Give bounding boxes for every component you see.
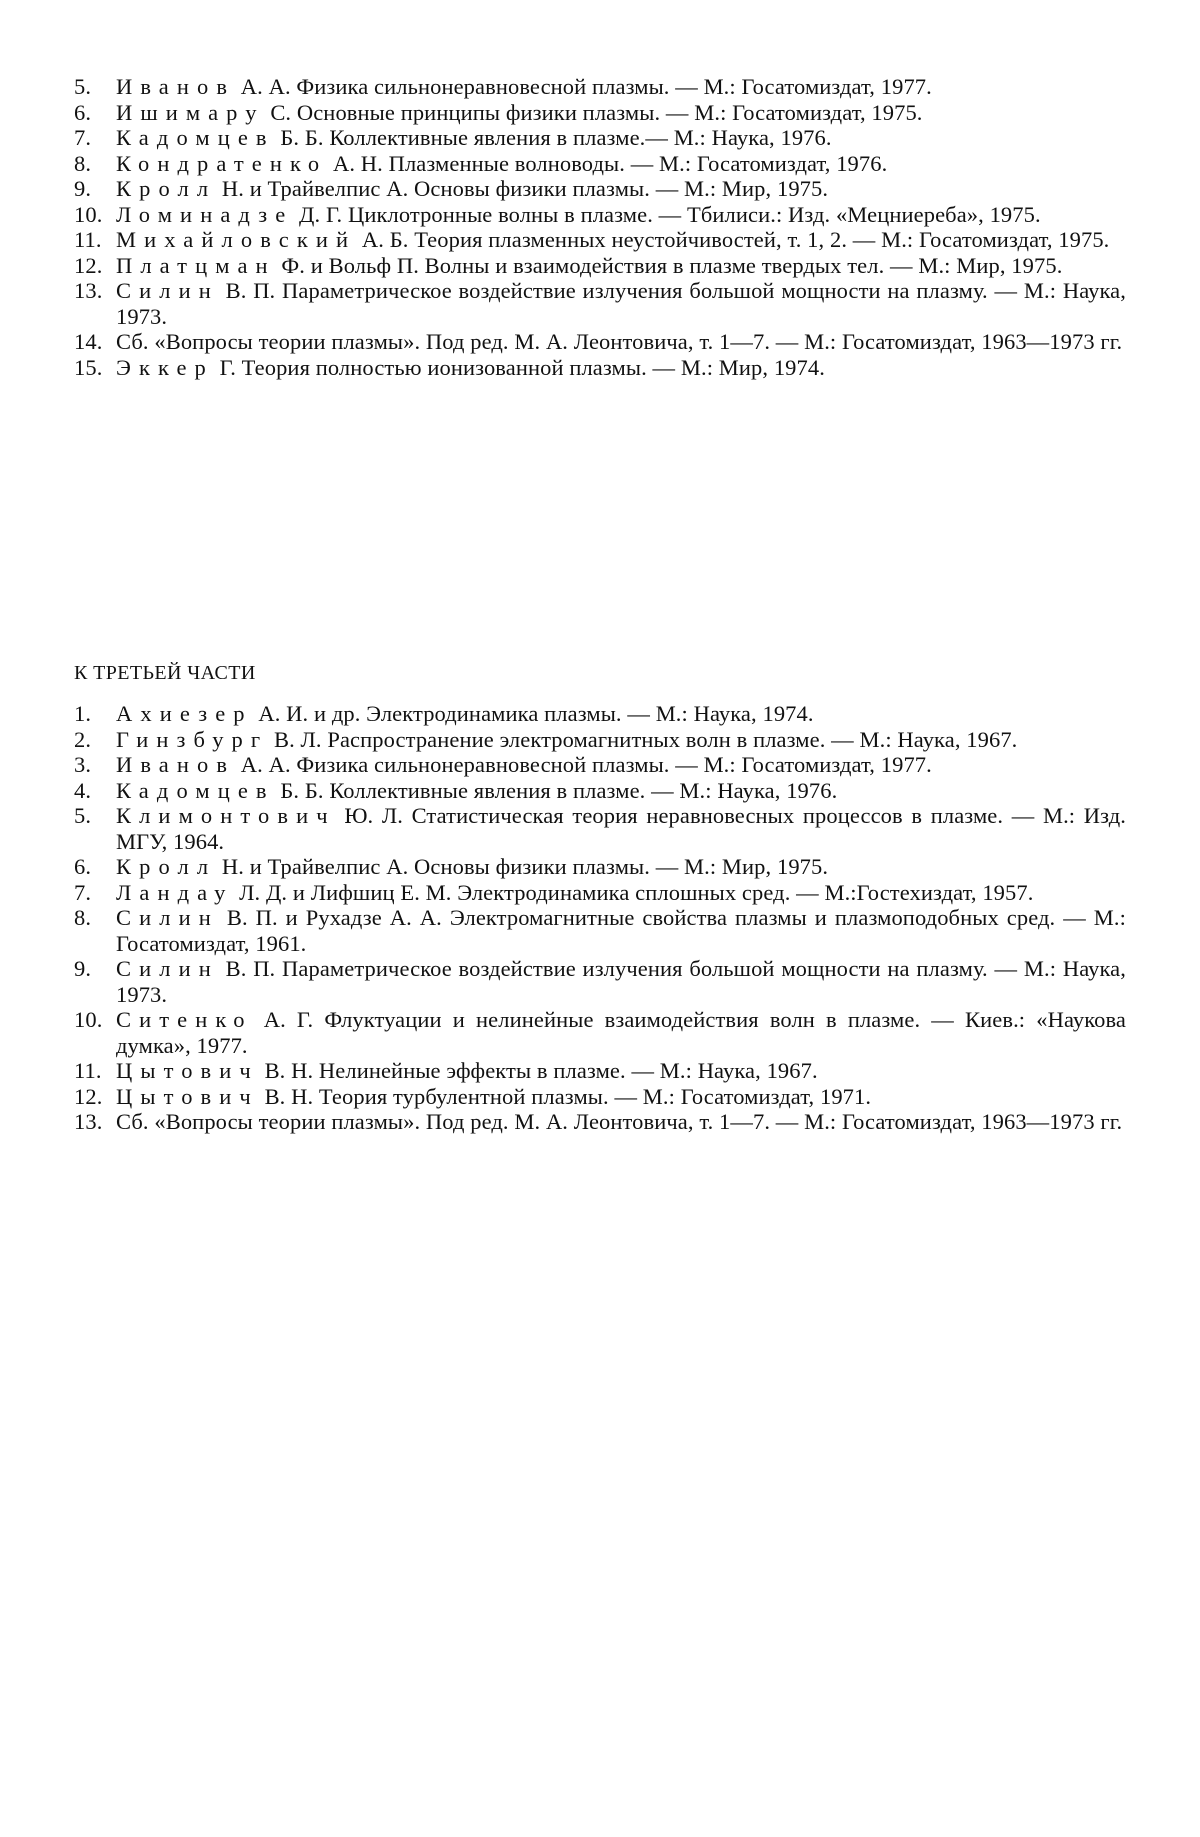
entry-text: Л. Д. и Лифшиц Е. М. Электродинамика сплошных сред. — М.:Гостехиздат, 1957. bbox=[233, 879, 1034, 905]
entry-number: 8. bbox=[74, 905, 92, 930]
entry-text: А. А. Физика сильнонеравновесной плазмы. — М.: Госатомиздат, 1977. bbox=[235, 74, 932, 99]
entry-number: 1. bbox=[74, 701, 92, 726]
entry-number: 7. bbox=[74, 879, 92, 905]
entry-number: 6. bbox=[74, 99, 92, 125]
entry-author: Кролл bbox=[116, 176, 217, 201]
entry-author: Цытович bbox=[116, 1058, 259, 1083]
entry-author: Кролл bbox=[116, 854, 217, 879]
entry-number: 8. bbox=[74, 150, 92, 176]
entry-text: А. И. и др. Электродинамика плазмы. — М.: Наука, 1974. bbox=[252, 701, 814, 726]
entry-author: Цытович bbox=[116, 1083, 259, 1109]
reference-entry bbox=[74, 1109, 1126, 1135]
reference-list-previous-part bbox=[74, 74, 1126, 380]
entry-author: Кондратенко bbox=[116, 150, 328, 176]
reference-entry bbox=[74, 100, 1126, 126]
reference-entry bbox=[74, 329, 1126, 355]
section-heading: К ТРЕТЬЕЙ ЧАСТИ bbox=[74, 662, 256, 684]
reference-list-part-three bbox=[74, 701, 1126, 1135]
entry-text: В. П. и Рухадзе А. А. Электромагнитные свойства плазмы и плазмоподобных сред. — М.: Госатомиздат, 1961. bbox=[116, 905, 1126, 956]
entry-author: Ахиезер bbox=[116, 701, 253, 726]
entry-number: 13. bbox=[74, 278, 103, 303]
entry-text: Ф. и Вольф П. Волны и взаимодействия в плазме твердых тел. — М.: Мир, 1975. bbox=[275, 252, 1063, 278]
reference-entry bbox=[74, 727, 1126, 753]
reference-entry bbox=[74, 803, 1126, 854]
entry-author: Эккер bbox=[116, 354, 214, 380]
entry-number: 3. bbox=[74, 752, 92, 777]
reference-entry bbox=[74, 151, 1126, 177]
entry-author: Иванов bbox=[116, 752, 236, 777]
entry-text: В. Л. Распространение электромагнитных волн в плазме. — М.: Наука, 1967. bbox=[268, 726, 1018, 752]
entry-number: 5. bbox=[74, 74, 92, 99]
entry-text: В. П. Параметрическое воздействие излучения большой мощности на плазму. — М.: Наука, 1973. bbox=[116, 956, 1126, 1007]
entry-number: 7. bbox=[74, 125, 92, 150]
reference-entry bbox=[74, 752, 1126, 778]
entry-author: Гинзбург bbox=[116, 726, 269, 752]
entry-author: Силин bbox=[116, 278, 219, 303]
entry-author: Ландау bbox=[116, 879, 234, 905]
entry-author: Кадомцев bbox=[116, 125, 275, 150]
entry-number: 10. bbox=[74, 201, 103, 227]
entry-author: Ломинадзе bbox=[116, 201, 294, 227]
entry-author: Ситенко bbox=[116, 1007, 253, 1032]
reference-entry bbox=[74, 701, 1126, 727]
reference-entry bbox=[74, 278, 1126, 329]
entry-author: Силин bbox=[116, 905, 219, 930]
entry-number: 10. bbox=[74, 1007, 103, 1032]
entry-number: 6. bbox=[74, 854, 92, 879]
entry-number: 14. bbox=[74, 329, 103, 354]
entry-number: 11. bbox=[74, 227, 102, 252]
reference-entry bbox=[74, 1084, 1126, 1110]
entry-number: 9. bbox=[74, 176, 92, 201]
entry-text: С. Основные принципы физики плазмы. — М.: Госатомиздат, 1975. bbox=[264, 99, 923, 125]
reference-entry bbox=[74, 253, 1126, 279]
entry-text: Б. Б. Коллективные явления в плазме. — М.: Наука, 1976. bbox=[274, 777, 838, 803]
reference-entry bbox=[74, 74, 1126, 100]
entry-author: Иванов bbox=[116, 74, 236, 99]
reference-entry bbox=[74, 176, 1126, 202]
entry-text: В. П. Параметрическое воздействие излучения большой мощности на плазму. — М.: Наука, 1973. bbox=[116, 278, 1126, 329]
entry-number: 11. bbox=[74, 1058, 102, 1083]
entry-text: А. А. Физика сильнонеравновесной плазмы. — М.: Госатомиздат, 1977. bbox=[235, 752, 932, 777]
reference-entry bbox=[74, 125, 1126, 151]
entry-text: Б. Б. Коллективные явления в плазме.— М.: Наука, 1976. bbox=[274, 125, 832, 150]
entry-number: 5. bbox=[74, 803, 92, 828]
reference-entry bbox=[74, 854, 1126, 880]
entry-number: 12. bbox=[74, 252, 103, 278]
entry-author: Климонтович bbox=[116, 803, 336, 828]
reference-entry bbox=[74, 880, 1126, 906]
entry-number: 12. bbox=[74, 1083, 103, 1109]
entry-text: В. Н. Нелинейные эффекты в плазме. — М.: Наука, 1967. bbox=[258, 1058, 818, 1083]
reference-entry bbox=[74, 1007, 1126, 1058]
reference-entry bbox=[74, 355, 1126, 381]
entry-number: 4. bbox=[74, 777, 92, 803]
entry-author: Михайловский bbox=[116, 227, 357, 252]
reference-entry bbox=[74, 1058, 1126, 1084]
entry-author: Ишимару bbox=[116, 99, 265, 125]
entry-text: Ю. Л. Статистическая теория неравновесных процессов в плазме. — М.: Изд. МГУ, 1964. bbox=[116, 803, 1126, 854]
reference-entry bbox=[74, 202, 1126, 228]
entry-number: 15. bbox=[74, 354, 103, 380]
entry-text: А. Н. Плазменные волноводы. — М.: Госатомиздат, 1976. bbox=[327, 150, 888, 176]
entry-author: Платцман bbox=[116, 252, 276, 278]
entry-number: 9. bbox=[74, 956, 92, 981]
entry-text: Д. Г. Циклотронные волны в плазме. — Тбилиси.: Изд. «Мецниереба», 1975. bbox=[293, 201, 1041, 227]
reference-entry bbox=[74, 778, 1126, 804]
entry-number: 13. bbox=[74, 1109, 103, 1134]
entry-text: А. Б. Теория плазменных неустойчивостей, т. 1, 2. — М.: Госатомиздат, 1975. bbox=[356, 227, 1110, 252]
reference-entry bbox=[74, 956, 1126, 1007]
entry-number: 2. bbox=[74, 726, 92, 752]
entry-text: Сб. «Вопросы теории плазмы». Под ред. М. А. Леонтовича, т. 1—7. — М.: Госатомиздат, 1963—1973 гг. bbox=[116, 329, 1123, 354]
entry-author: Кадомцев bbox=[116, 777, 275, 803]
reference-entry bbox=[74, 905, 1126, 956]
entry-author: Силин bbox=[116, 956, 219, 981]
reference-entry bbox=[74, 227, 1126, 253]
entry-text: В. Н. Теория турбулентной плазмы. — М.: Госатомиздат, 1971. bbox=[258, 1083, 872, 1109]
entry-text: Сб. «Вопросы теории плазмы». Под ред. М. А. Леонтовича, т. 1—7. — М.: Госатомиздат, 1963—1973 гг. bbox=[116, 1109, 1123, 1134]
entry-text: Н. и Трайвелпис А. Основы физики плазмы. — М.: Мир, 1975. bbox=[216, 176, 829, 201]
entry-text: А. Г. Флуктуации и нелинейные взаимодействия волн в плазме. — Киев.: «Наукова думка», 1977. bbox=[116, 1007, 1126, 1058]
entry-text: Н. и Трайвелпис А. Основы физики плазмы. — М.: Мир, 1975. bbox=[216, 854, 829, 879]
entry-text: Г. Теория полностью ионизованной плазмы. — М.: Мир, 1974. bbox=[213, 354, 825, 380]
